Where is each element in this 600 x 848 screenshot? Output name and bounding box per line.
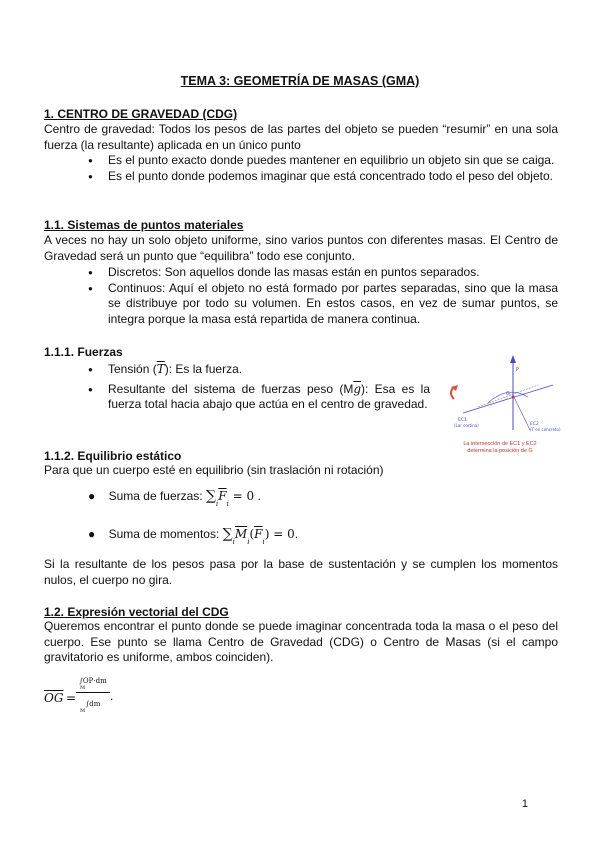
og-num-sub: M xyxy=(80,685,86,691)
bullet-list-sistemas xyxy=(88,265,558,327)
label-ec2: EC2 xyxy=(530,422,539,427)
fraction-bar xyxy=(76,692,110,693)
eq-end: . xyxy=(254,489,261,503)
fuerzas-text: ): Esa es la fuerza total hacia abajo que actúa en el centro de gravedad. xyxy=(108,381,430,411)
label-ec1: EC1 xyxy=(458,418,467,423)
moment-arg-sub: i xyxy=(262,538,265,546)
og-lhs: $\overline{OG}$ xyxy=(44,691,64,705)
caption-line: La intersección de EC1 y EC2 xyxy=(463,441,537,447)
moment-vector: $\overline{M}$ xyxy=(234,527,248,541)
list-item: ● Es el punto donde podemos imaginar que está concentrado todo el peso del objeto. xyxy=(88,169,558,185)
section-heading-expresion: 1.2. Expresión vectorial del CDG xyxy=(44,605,229,619)
og-fraction xyxy=(76,677,110,714)
gravity-symbol: $\overline{g}$ xyxy=(353,381,362,396)
equation-sum-forces xyxy=(88,489,261,513)
page-number: 1 xyxy=(521,798,528,810)
list-item xyxy=(88,362,430,378)
figure-caption xyxy=(430,441,570,455)
eq-rhs: = 0 xyxy=(228,489,255,503)
eq-rhs: = 0 xyxy=(269,527,295,541)
bullet-list-cdg xyxy=(88,153,558,184)
sum-index: i xyxy=(216,500,219,508)
label-ec2-sub: (T en concreto) xyxy=(530,427,561,432)
point-g xyxy=(512,396,515,399)
section-paragraph-equilibrio-outro: Si la resultante de los pesos pasa por la base de sustentación y se cumplen los momentos nulos, el cuerpo no gira. xyxy=(44,557,558,587)
section-paragraph-sistemas: A veces no hay un solo objeto uniforme, sino varios puntos con diferentes masas. El Centro de Gravedad será un punto que “equilibra” todo ese conjunto. xyxy=(44,233,558,263)
paren-close: ) xyxy=(264,527,270,541)
bullet-dot: ● xyxy=(88,527,96,541)
list-item: ● Es el punto exacto donde puedes mantener en equilibrio un objeto sin que se caiga. xyxy=(88,153,558,169)
section-paragraph-cdg: Centro de gravedad: Todos los pesos de las partes del objeto se pueden “resumir” en una sola fuerza (la resultante) aplicada en un único punto xyxy=(44,122,558,152)
caption-line: determina la posición de G xyxy=(467,448,533,454)
fuerzas-text: Tensión ( xyxy=(108,362,157,376)
section-heading-equilibrio: 1.1.2. Equilibrio estático xyxy=(44,449,182,463)
og-numerator: ∫OP·dm xyxy=(79,677,107,685)
section-paragraph-expresion: Queremos encontrar el punto donde se puede imaginar concentrada toda la masa o el peso del cuerpo. Ese punto se llama Centro de Gravedad (CDG) o Centro de Masas (si el campo gravitatorio es uniforme, ambos coinciden). xyxy=(44,619,558,664)
section-paragraph-equilibrio: Para que un cuerpo esté en equilibrio (sin traslación ni rotación) xyxy=(44,463,384,477)
sum-symbol: ∑ xyxy=(206,488,216,504)
section-heading-cdg: 1. CENTRO DE GRAVEDAD (CDG) xyxy=(44,107,238,121)
bullet-dot: ● xyxy=(88,489,96,503)
paren-open: ( xyxy=(249,527,255,541)
list-item: ● Continuos: Aquí el objeto no está formado por partes separadas, sino que la masa se distribuye por todo su volumen. En estos casos, en vez de sumar puntos, se integra porque la masa está repartida de manera continua. xyxy=(88,281,558,328)
og-end: . xyxy=(110,689,114,703)
fuerzas-text: Resultante del sistema de fuerzas peso (M xyxy=(108,381,354,396)
bullet-list-fuerzas xyxy=(88,362,430,413)
document-title: TEMA 3: GEOMETRÍA DE MASAS (GMA) xyxy=(180,74,420,88)
eq-label: Suma de fuerzas: xyxy=(108,489,203,503)
og-eq: = xyxy=(66,691,77,705)
label-g: G xyxy=(506,391,510,397)
og-denominator: ∫dm xyxy=(85,700,101,708)
line-ec1 xyxy=(463,385,553,413)
og-den-sub: M xyxy=(80,708,86,714)
section-heading-fuerzas: 1.1.1. Fuerzas xyxy=(44,345,123,359)
list-item: ● Discretos: Son aquellos donde las masas están en puntos separados. xyxy=(88,265,558,281)
label-ec1-sub: (Lar cortina) xyxy=(454,423,479,428)
list-item xyxy=(88,382,430,413)
sum-symbol: ∑ xyxy=(222,526,233,542)
eq-label: Suma de momentos: xyxy=(108,527,220,541)
force-vector: $\overline{F}$ xyxy=(218,489,227,503)
sum-index: i xyxy=(232,538,235,546)
tension-symbol: $\overline{T}$ xyxy=(156,362,165,376)
fuerzas-text: ): Es la fuerza. xyxy=(164,362,243,376)
section-heading-sistemas: 1.1. Sistemas de puntos materiales xyxy=(44,218,244,232)
eq-end: . xyxy=(294,527,299,541)
force-sub: i xyxy=(226,500,229,508)
label-p: P xyxy=(516,367,520,373)
equation-sum-moments xyxy=(88,527,298,551)
moment-sub: i xyxy=(247,538,250,546)
moment-arg: $\overline{F}$ xyxy=(254,527,263,541)
line-ec2 xyxy=(513,395,530,430)
arrow-up-icon xyxy=(510,355,516,363)
